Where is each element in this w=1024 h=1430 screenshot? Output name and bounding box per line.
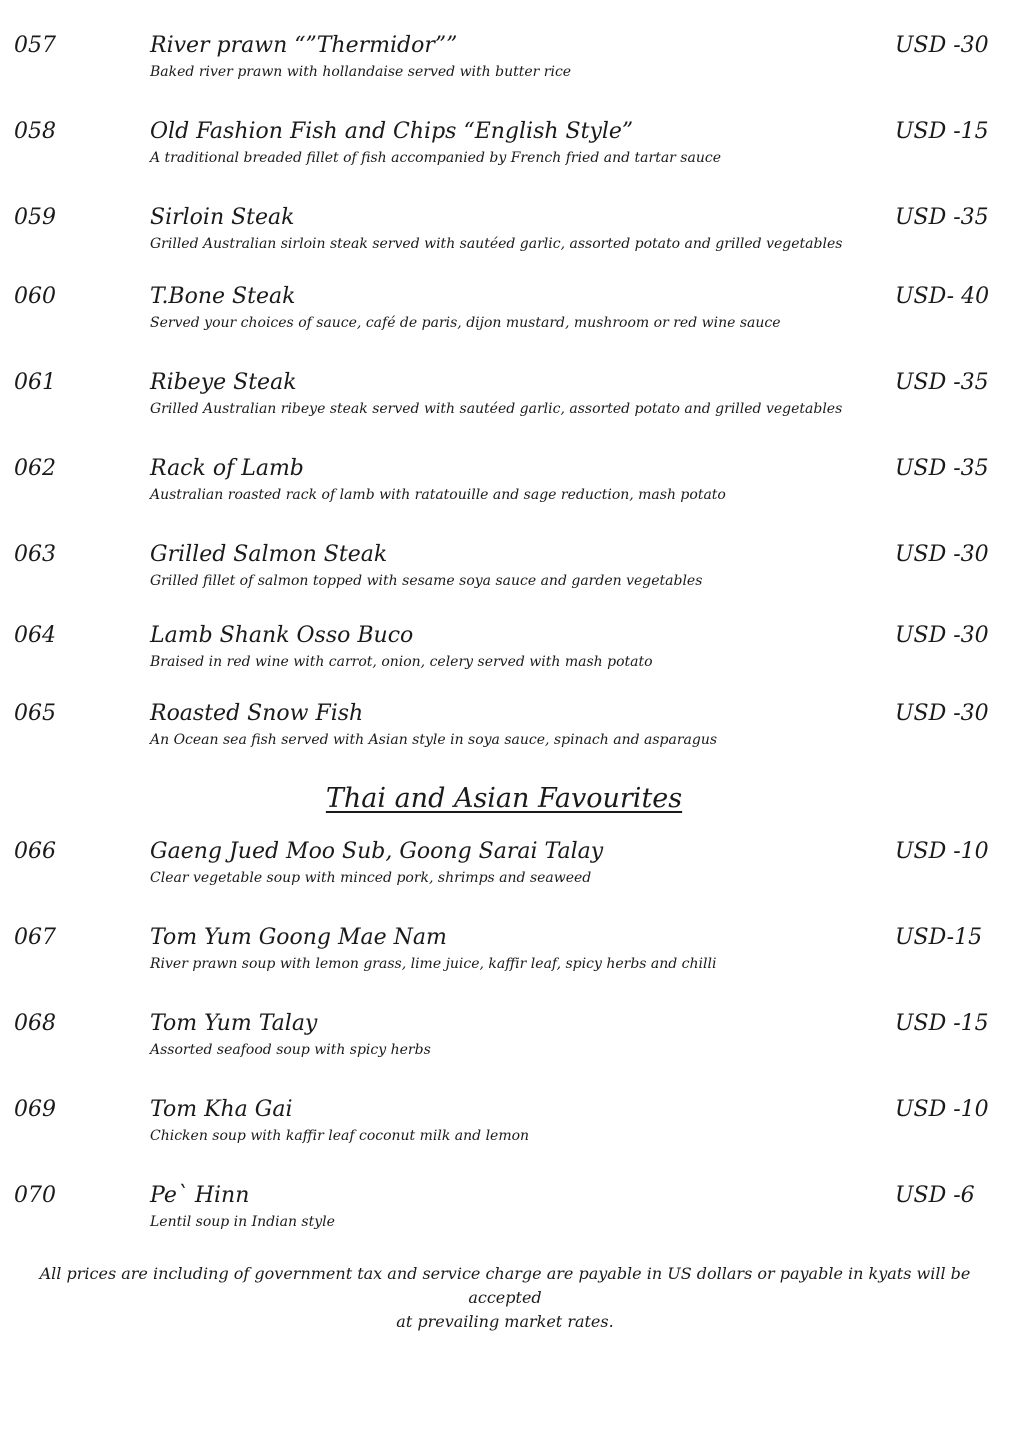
item-price: USD -6 [895,1183,975,1208]
item-description: Grilled Australian sirloin steak served with sautéed garlic, assorted potato and grilled vegetables [150,236,843,252]
item-name: Tom Yum Talay [150,1011,318,1036]
item-price: USD -30 [895,542,989,567]
item-price: USD -10 [895,1097,989,1122]
price-note [10,1262,1000,1334]
item-number: 063 [14,542,56,567]
item-description: A traditional breaded fillet of fish accompanied by French fried and tartar sauce [150,150,721,166]
item-price: USD -15 [895,1011,989,1036]
item-description: An Ocean sea fish served with Asian style in soya sauce, spinach and asparagus [150,732,718,748]
item-number: 057 [14,33,56,58]
item-description: Baked river prawn with hollandaise served with butter rice [150,64,572,80]
item-number: 070 [14,1183,56,1208]
item-name: Ribeye Steak [150,370,297,395]
item-price: USD -15 [895,119,989,144]
item-name: River prawn “”Thermidor”” [150,33,458,58]
item-price: USD -35 [895,370,989,395]
item-price: USD- 40 [895,284,990,309]
item-number: 066 [14,839,56,864]
item-name: Rack of Lamb [150,456,304,481]
item-name: Tom Kha Gai [150,1097,293,1122]
item-name: Pe` Hinn [150,1183,250,1208]
item-number: 059 [14,205,56,230]
item-description: Assorted seafood soup with spicy herbs [150,1042,431,1058]
item-number: 065 [14,701,56,726]
item-number: 062 [14,456,56,481]
item-name: Lamb Shank Osso Buco [150,623,414,648]
section-title: Thai and Asian Favourites [325,783,683,814]
price-note-line-1: All prices are including of government tax and service charge are payable in US dollars or payable in kyats will be accepted [39,1264,971,1307]
item-description: Braised in red wine with carrot, onion, celery served with mash potato [150,654,653,670]
item-price: USD -35 [895,456,989,481]
item-number: 060 [14,284,56,309]
item-description: Served your choices of sauce, café de paris, dijon mustard, mushroom or red wine sauce [150,315,781,331]
item-number: 067 [14,925,56,950]
item-description: Clear vegetable soup with minced pork, shrimps and seaweed [150,870,592,886]
item-description: Chicken soup with kaffir leaf coconut milk and lemon [150,1128,530,1144]
item-price: USD -30 [895,33,989,58]
item-name: Sirloin Steak [150,205,295,230]
item-price: USD -35 [895,205,989,230]
item-name: Gaeng Jued Moo Sub, Goong Sarai Talay [150,839,604,864]
item-description: Grilled Australian ribeye steak served with sautéed garlic, assorted potato and grilled vegetables [150,401,843,417]
item-name: Grilled Salmon Steak [150,542,388,567]
item-name: T.Bone Steak [150,284,296,309]
item-price: USD -30 [895,623,989,648]
item-description: Grilled fillet of salmon topped with sesame soya sauce and garden vegetables [150,573,703,589]
item-description: Lentil soup in Indian style [150,1214,335,1230]
item-number: 069 [14,1097,56,1122]
item-description: Australian roasted rack of lamb with ratatouille and sage reduction, mash potato [150,487,726,503]
item-number: 068 [14,1011,56,1036]
item-description: River prawn soup with lemon grass, lime juice, kaffir leaf, spicy herbs and chilli [150,956,717,972]
item-name: Old Fashion Fish and Chips “English Style” [150,119,634,144]
item-number: 061 [14,370,56,395]
price-note-line-2: at prevailing market rates. [396,1312,614,1331]
item-number: 064 [14,623,56,648]
item-name: Roasted Snow Fish [150,701,364,726]
item-price: USD-15 [895,925,983,950]
item-price: USD -10 [895,839,989,864]
item-number: 058 [14,119,56,144]
item-name: Tom Yum Goong Mae Nam [150,925,447,950]
item-price: USD -30 [895,701,989,726]
